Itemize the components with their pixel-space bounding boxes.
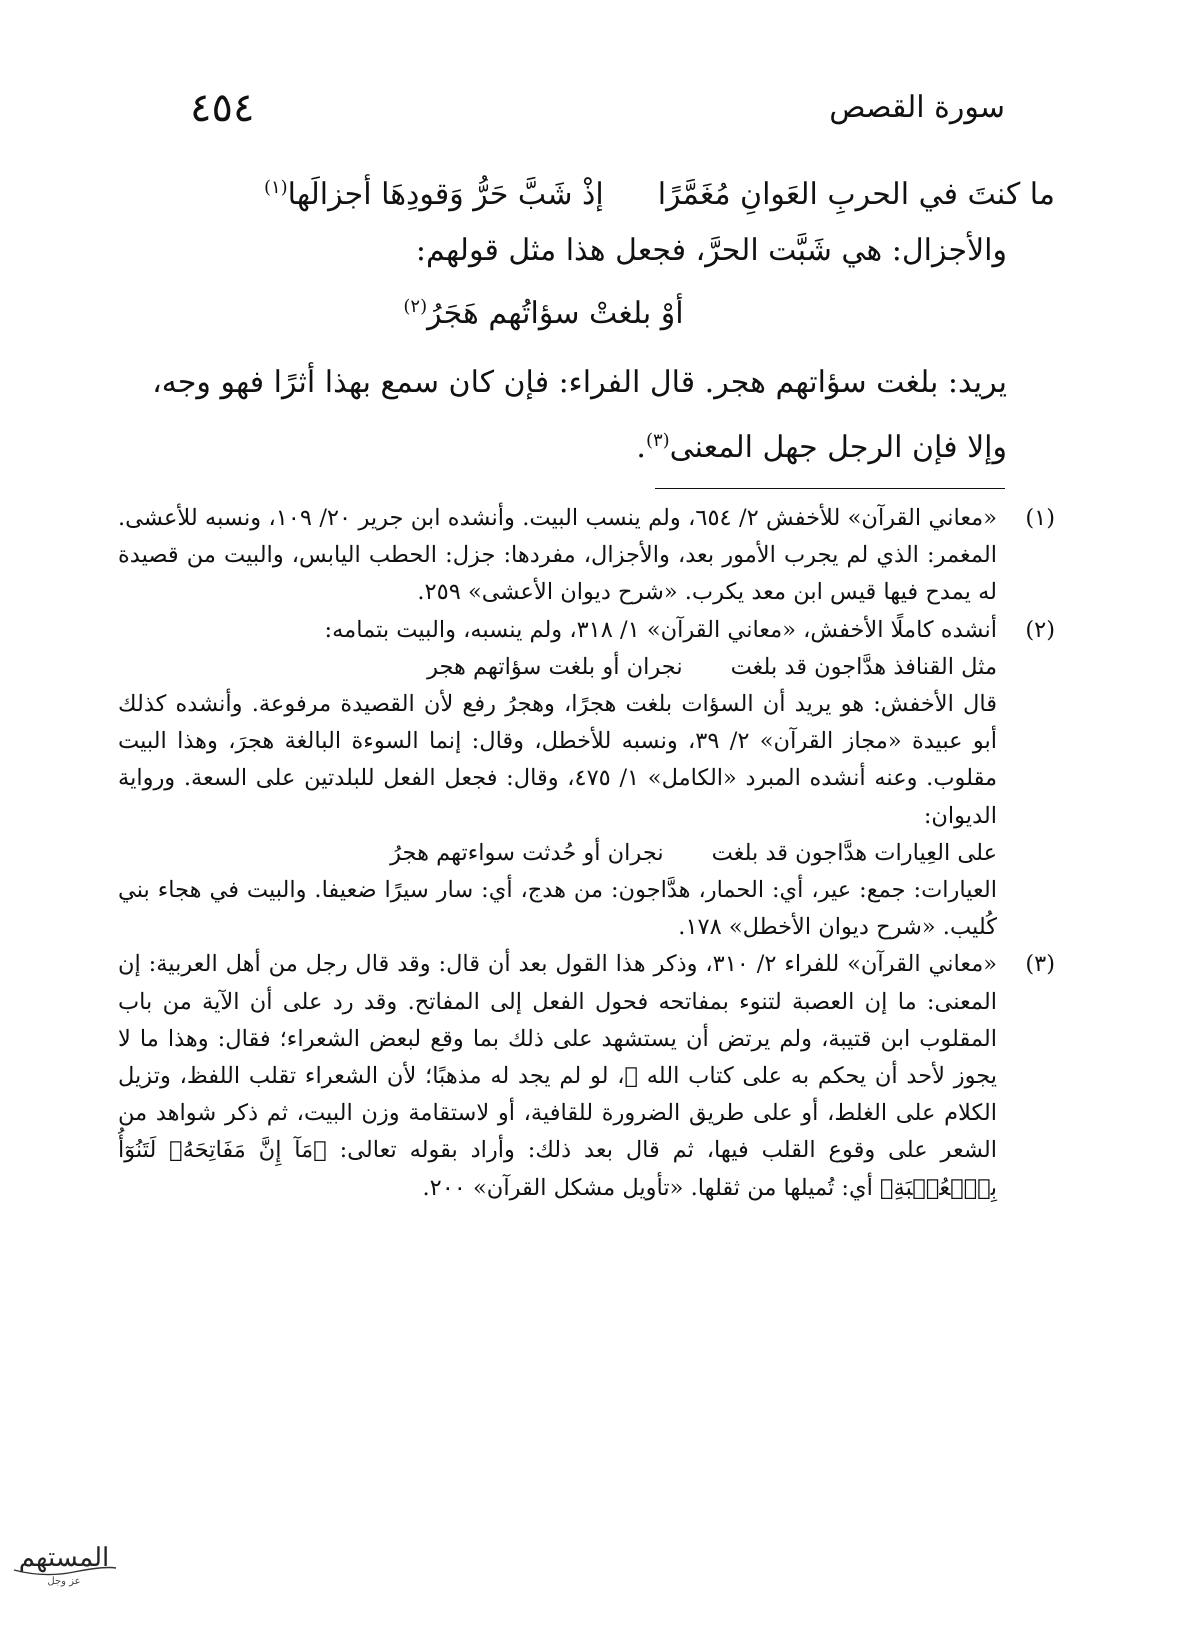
footnote-text: «معاني القرآن» للفراء ٢/ ٣١٠، وذكر هذا القول بعد أن قال: وقد قال رجل من أهل العربية: إن المعنى: ما إن العصبة لتنوء بمفاتحه فحول الفعل إلى المفاتح. وقد رد على أن الآية من باب المقلوب ابن قتيبة، ولم يرتض أن يستشهد على ذلك بما وقع لبعض الشعراء؛ فقال: وهذا ما لا يجوز لأحد أن يحكم به على كتاب الله ﷻ، لو لم يجد له مذهبًا؛ لأن الشعراء تقلب اللفظ، وتزيل الكلام على الغلط، أو على طريق الضرورة للقافية، أو لاستقامة وزن البيت، ثم ذكر شواهد من الشعر على وقوع القلب فيها، ثم قال بعد ذلك: وأراد بقوله تعالى: ﴿مَآ إِنَّ مَفَاتِحَهُۥ لَتَنُوٓأُ بِٱلۡعُصۡبَةِ﴾ أي: تُميلها من ثقلها. «تأويل مشكل القرآن» ٢٠٠. <box>118 951 998 1201</box>
verse-hemistich-first: ما كنتَ في الحربِ العَوانِ مُغَمَّرًا <box>657 177 1055 212</box>
footnotes <box>118 500 1055 1207</box>
verse-hemistich-first: مثل القنافذ هدَّاجون قد بلغت <box>730 653 997 680</box>
poetry-verse <box>122 160 1055 223</box>
footnote-verse <box>118 835 997 872</box>
footnote-ref: (٢) <box>403 296 428 317</box>
quoted-verse-text: أوْ بلغتْ سؤاتُهم هَجَرُ <box>427 296 684 331</box>
footnote-text: العيارات: جمع: عير، أي: الحمار، هدَّاجون: من هدج، أي: سار سيرًا ضعيفا. والبيت في هجاء بني كُليب. «شرح ديوان الأخطل» ١٧٨. <box>118 877 997 941</box>
footnote-ref: (٣) <box>645 430 670 451</box>
footnote-text: أنشده كاملًا الأخفش، «معاني القرآن» ١/ ٣١٨، ولم ينسبه، والبيت بتمامه: <box>324 616 997 643</box>
footnote-text: «معاني القرآن» للأخفش ٢/ ٦٥٤، ولم ينسب البيت. وأنشده ابن جرير ٢٠/ ١٠٩، ونسبه للأعشى. المغمر: الذي لم يجرب الأمور بعد، والأجزال، مفردها: جزل: الحطب اليابس، والبيت من قصيدة له يمدح فيها قيس ابن معد يكرب. «شرح ديوان الأعشى» ٢٥٩. <box>118 505 997 606</box>
paragraph <box>122 354 1055 477</box>
footnote-number: (١) <box>1025 505 1055 531</box>
verse-hemistich-second: إذْ شَبَّ حَرُّ وَقودِهَا أجزالَها <box>287 177 604 212</box>
verse-hemistich-second: نجران أو بلغت سؤاتهم هجر <box>427 653 683 680</box>
verse-hemistich-second: نجران أو حُدثت سواءتهم هجرُ <box>390 839 664 866</box>
surah-title: سورة القصص <box>829 90 1005 125</box>
footnote-number: (٢) <box>1025 616 1055 643</box>
footnote-number: (٣) <box>1025 951 1055 978</box>
footnote-verse <box>118 649 997 686</box>
paragraph-end: . <box>636 430 646 465</box>
logo-text: المستهم <box>18 1543 110 1573</box>
logo-subtext: عز وجل <box>47 1576 81 1587</box>
main-text <box>122 160 1055 477</box>
page-number: ٤٥٤ <box>190 85 255 131</box>
verse-hemistich-first: على العِيارات هدَّاجون قد بلغت <box>711 839 997 866</box>
footnote-1 <box>118 500 1055 612</box>
publisher-logo <box>4 1532 124 1592</box>
footnote-text: قال الأخفش: هو يريد أن السؤات بلغت هجرًا، وهجرُ رفع لأن القصيدة مرفوعة. وأنشده كذلك أبو عبيدة «مجاز القرآن» ٢/ ٣٩، ونسبه للأخطل، وقال: إنما السوءة البالغة هجرَ، وهذا البيت مقلوب. وعنه أنشده المبرد «الكامل» ١/ ٤٧٥، وقال: فجعل الفعل للبلدتين على السعة. ورواية الديوان: <box>118 691 998 829</box>
footnote-2 <box>118 612 1055 947</box>
footnote-divider <box>655 488 1005 489</box>
quoted-verse <box>122 279 1055 342</box>
footnote-3 <box>118 946 1055 1206</box>
footnote-ref: (١) <box>263 177 288 198</box>
text-line: والأجزال: هي شَبَّت الحرَّ، فجعل هذا مثل قولهم: <box>415 233 1007 268</box>
page-header <box>190 78 1005 138</box>
paragraph-text: يريد: بلغت سؤاتهم هجر. قال الفراء: فإن كان سمع بهذا أثرًا فهو وجه، وإلا فإن الرجل جهل المعنى <box>152 365 1007 465</box>
